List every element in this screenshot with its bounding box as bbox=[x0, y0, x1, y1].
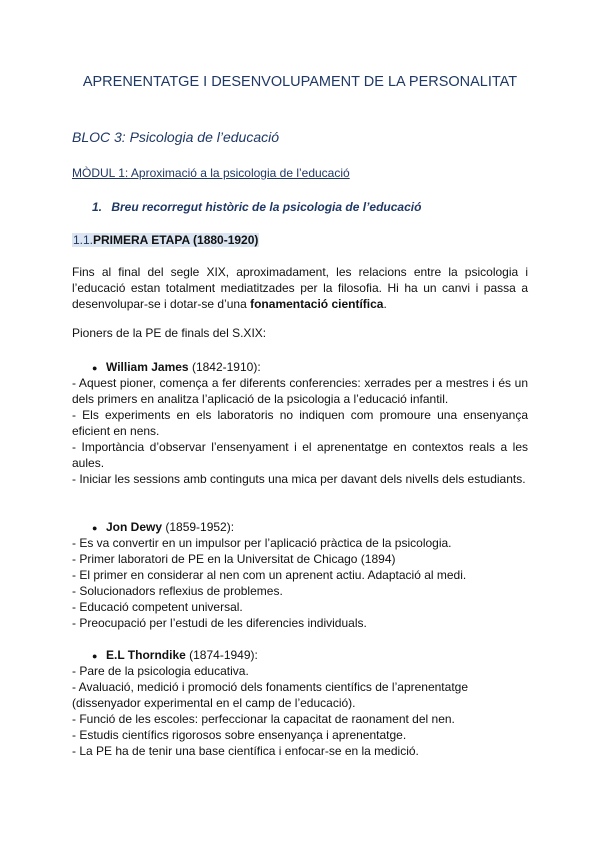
intro-text: Fins al final del segle XIX, aproximadament, les relacions entre la psicologia i l’educació estan totalment mediatitzades per la filosofia. Hi ha un canvi i passa a desenvolupar-se i dotar-se d’una bbox=[72, 265, 528, 311]
etapa-heading bbox=[72, 233, 259, 247]
pioneer-heading bbox=[92, 519, 234, 536]
pioneer-heading bbox=[92, 647, 258, 664]
list-item: - Funció de les escoles: perfeccionar la capacitat de raonament del nen. bbox=[72, 712, 455, 726]
list-item: - Primer laboratori de PE en la Universitat de Chicago (1894) bbox=[72, 552, 396, 566]
pioneer-years: (1874-1949): bbox=[185, 648, 258, 662]
list-item: - El primer en considerar al nen com un aprenent actiu. Adaptació al medi. bbox=[72, 568, 467, 582]
pioneer-heading bbox=[92, 359, 261, 376]
section-number: 1. bbox=[92, 200, 103, 214]
intro-paragraph bbox=[72, 264, 528, 312]
intro-end: . bbox=[383, 297, 387, 311]
bullet-icon: ● bbox=[92, 651, 98, 661]
pioneer-lines bbox=[72, 663, 528, 759]
etapa-label: PRIMERA ETAPA (1880-1920) bbox=[93, 233, 259, 247]
document-title: APRENENTATGE I DESENVOLUPAMENT DE LA PERSONALITAT bbox=[82, 74, 518, 90]
intro-bold: fonamentació científica bbox=[250, 297, 384, 311]
pioneers-heading: Pioners de la PE de finals del S.XIX: bbox=[72, 326, 267, 340]
list-item: - Es va convertir en un impulsor per l’aplicació pràctica de la psicologia. bbox=[72, 536, 452, 550]
modul-heading: MÒDUL 1: Aproximació a la psicologia de l’educació bbox=[72, 166, 350, 180]
list-item: - Educació competent universal. bbox=[72, 600, 243, 614]
pioneer-name: E.L Thorndike bbox=[106, 648, 186, 662]
list-item: - Els experiments en els laboratoris no indiquen com promoure una ensenyança eficient en nens. bbox=[72, 408, 528, 438]
list-item: - Aquest pioner, comença a fer diferents conferencies: xerrades per a mestres i és un dels primers en analitza l’aplicació de la psicologia a l’educació infantil. bbox=[72, 376, 528, 406]
list-item: - Pare de la psicologia educativa. bbox=[72, 664, 249, 678]
list-item: - Avaluació, medició i promoció dels fonaments científics de l’aprenentatge (dissenyador experimental en el camp de l’educació). bbox=[72, 680, 468, 710]
pioneer-years: (1859-1952): bbox=[162, 520, 235, 534]
pioneer-years: (1842-1910): bbox=[188, 360, 261, 374]
list-item: - Estudis científics rigorosos sobre ensenyança i aprenentatge. bbox=[72, 728, 407, 742]
etapa-number: 1.1. bbox=[73, 233, 94, 247]
list-item: - Preocupació per l’estudi de les diferencies individuals. bbox=[72, 616, 367, 630]
section-heading bbox=[92, 200, 421, 214]
list-item: - La PE ha de tenir una base científica i enfocar-se en la medició. bbox=[72, 744, 419, 758]
list-item: - Solucionadors reflexius de problemes. bbox=[72, 584, 283, 598]
pioneer-name: Jon Dewy bbox=[106, 520, 163, 534]
bullet-icon: ● bbox=[92, 523, 98, 533]
section-label: Breu recorregut històric de la psicologia de l’educació bbox=[111, 200, 422, 214]
pioneer-name: William James bbox=[106, 360, 189, 374]
list-item: - Importància d’observar l’ensenyament i el aprenentatge en contextos reals a les aules. bbox=[72, 440, 528, 470]
list-item: - Iniciar les sessions amb continguts una mica per davant dels nivells dels estudiants. bbox=[72, 472, 526, 486]
bullet-icon: ● bbox=[92, 363, 98, 373]
pioneer-lines bbox=[72, 375, 528, 487]
bloc-heading: BLOC 3: Psicologia de l’educació bbox=[72, 129, 280, 145]
pioneer-lines bbox=[72, 535, 528, 631]
